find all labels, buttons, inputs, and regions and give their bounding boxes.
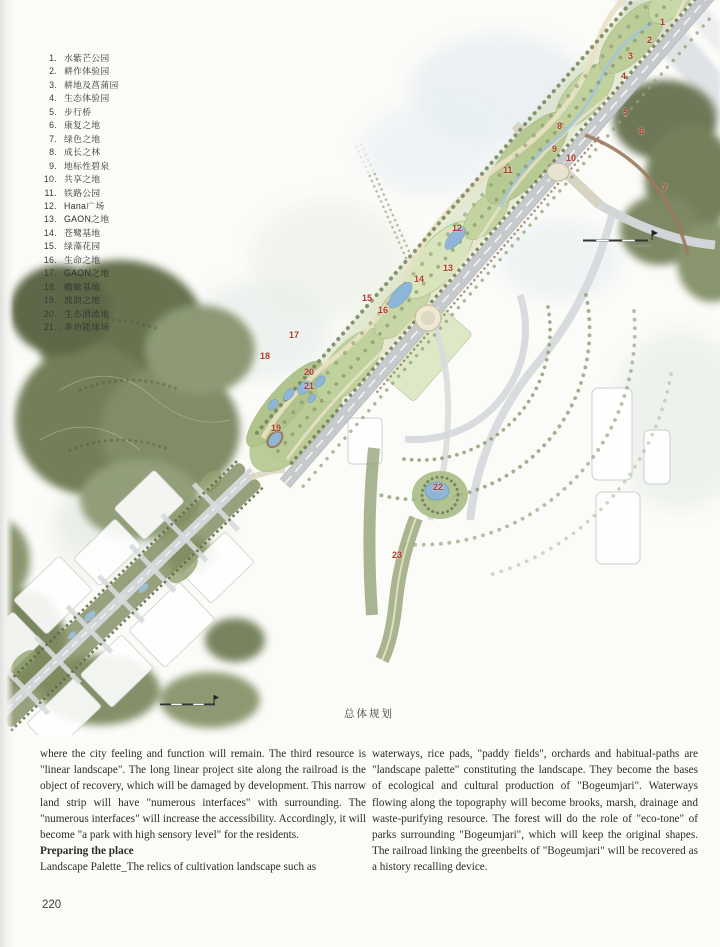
plan-number-label: 15 [362, 293, 373, 303]
legend-item: 18. 蟾蜍基地 [43, 281, 101, 292]
plan-number-label: 19 [271, 423, 282, 433]
plan-number-label: 23 [392, 550, 403, 560]
plan-number-label: 2 [647, 35, 653, 45]
plan-number-label: 9 [552, 144, 558, 154]
legend-list [40, 52, 119, 335]
section-heading: Preparing the place [40, 845, 134, 858]
plan-number-label: 6 [639, 126, 645, 136]
legend-item: 2. 耕作体验园 [49, 66, 110, 77]
text-column-left [40, 746, 366, 876]
plan-number-label: 18 [260, 351, 271, 361]
legend-item: 5. 步行桥 [49, 106, 92, 117]
legend-item: 21. 多功能球场 [43, 322, 110, 333]
plan-number-label: 14 [414, 274, 425, 284]
plan-number-label: 21 [304, 381, 315, 391]
legend-item: 1. 水紫芒公园 [49, 53, 110, 63]
legend-item: 10. 共享之地 [43, 174, 101, 185]
plan-number-label: 16 [378, 305, 389, 315]
legend-item: 13. GAON之地 [43, 214, 110, 225]
legend-item: 19. 波浪之地 [43, 295, 101, 306]
plan-number-label: 17 [289, 330, 300, 340]
plan-number-label: 12 [452, 223, 463, 233]
branch-south [369, 448, 468, 660]
legend-item: 16. 生命之地 [43, 254, 101, 265]
legend-item: 9. 地标性碧泉 [49, 160, 110, 171]
legend-item: 8. 成长之林 [49, 147, 101, 158]
map-caption: 总体规划 [344, 708, 394, 720]
plan-number-label: 22 [433, 482, 444, 492]
plan-number-label: 5 [623, 107, 629, 117]
plan-number-label: 3 [628, 51, 634, 61]
paragraph: Landscape Palette_The relics of cultivation landscape such as [40, 861, 317, 874]
legend-item: 17. GAON之地 [43, 268, 110, 279]
text-column-right [372, 746, 698, 876]
legend-item: 11. 铁路公园 [44, 187, 101, 198]
legend-item: 4. 生态体验园 [49, 93, 110, 104]
plan-number-label: 13 [443, 263, 454, 273]
paragraph: waterways, rice pads, "paddy fields", orchards and habitual-paths are "landscape palette" constituting the landscape. They become the bases of ecological and cultural production of "Bogeumjari". Waterways flowing along the topography will become brooks, marsh, drainage and waste-purifying resource. The forest will do the role of "eco-tone" of parks surrounding "Bogeumjari", which will keep the original shapes. The railroad linking the greenbelts of "Bogeumjari" will be recovered as a history recalling device. [372, 748, 698, 874]
urban-blocks [348, 388, 670, 564]
legend-item: 3. 耕地及菖蒲园 [49, 79, 119, 90]
legend-item: 7. 绿色之地 [49, 133, 101, 144]
plan-number-label: 1 [660, 17, 666, 27]
legend-item: 15. 绿藻花园 [43, 241, 101, 252]
plan-number-label: 20 [304, 367, 315, 377]
plan-number-label: 4 [621, 71, 627, 81]
plan-number-label: 11 [503, 165, 513, 175]
plaza-circle [415, 305, 441, 331]
legend-item: 12. Hana广场 [43, 200, 105, 211]
plan-number-label: 7 [662, 183, 668, 193]
plan-number-label: 8 [557, 121, 563, 131]
page-number: 220 [42, 899, 62, 911]
legend-item: 20. 生态潜流地 [43, 308, 110, 319]
legend-item: 14. 苍鹭基地 [43, 227, 101, 238]
legend-item: 6. 康复之地 [49, 120, 101, 131]
paragraph: where the city feeling and function will remain. The third resource is "linear landscape". The long linear project site along the railroad is the object of recovery, which will be damaged by development. This narrow land strip will have "numerous interfaces" with surrounding. The "numerous interfaces" will increase the accessibility. Accordingly, it will become "a park with high sensory level" for the residents. [40, 748, 366, 842]
roundabout [547, 163, 569, 181]
plan-number-label: 10 [566, 153, 577, 163]
